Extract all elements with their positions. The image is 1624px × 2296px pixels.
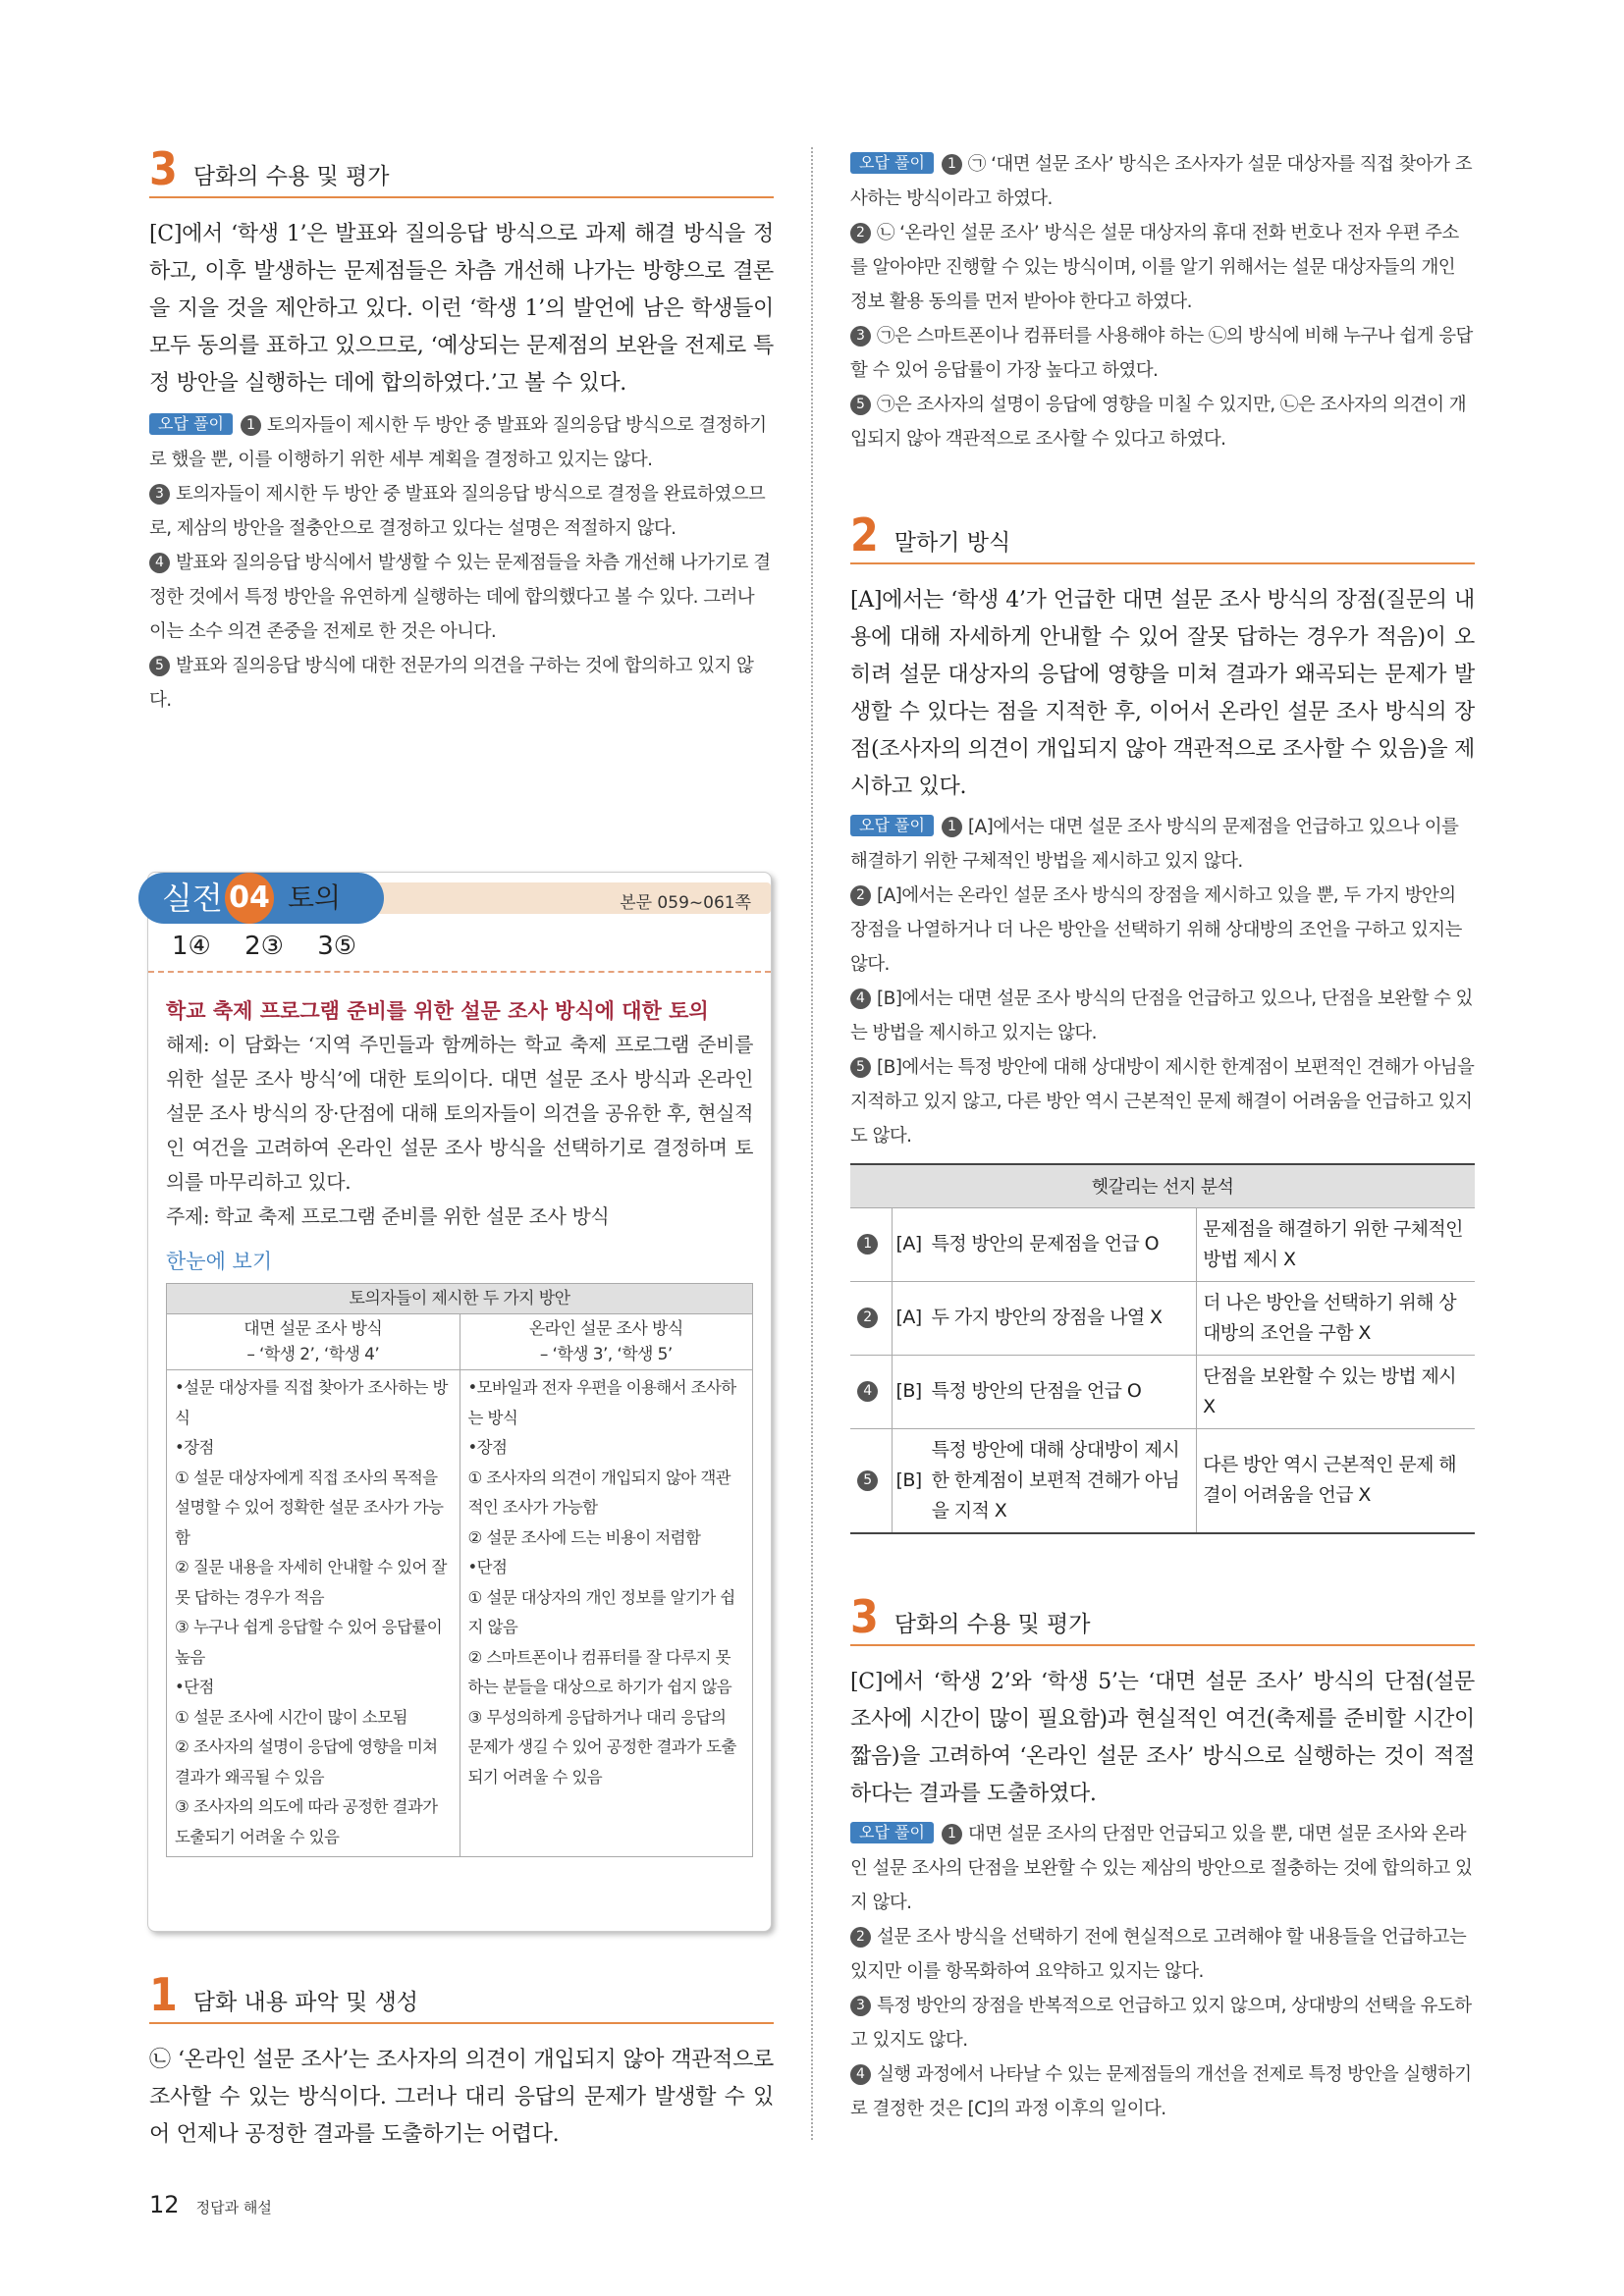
section-number: 2	[850, 508, 879, 561]
practice-label: 실전	[162, 880, 223, 917]
row-judgement: 단점을 보완할 수 있는 방법 제시 X	[1197, 1355, 1475, 1428]
note-item	[149, 546, 774, 649]
note-item	[850, 879, 1475, 982]
row-judgement: 다른 방안 역시 근본적인 문제 해결이 어려움을 언급 X	[1197, 1428, 1475, 1533]
note-item	[850, 388, 1475, 456]
choice-number-icon: 4	[149, 553, 170, 573]
note-text: 특정 방안의 장점을 반복적으로 언급하고 있지 않으며, 상대방의 선택을 유도하고 있지도 않다.	[850, 1995, 1472, 2051]
cell-line: •단점	[175, 1678, 214, 1696]
note-item	[149, 408, 774, 477]
cell-line: ② 질문 내용을 자세히 안내할 수 있어 잘못 답하는 경우가 적음	[175, 1558, 447, 1607]
practice-header	[148, 873, 771, 973]
note-text: 실행 과정에서 나타날 수 있는 문제점들의 개선을 전제로 특정 방안을 실행하기로 결정한 것은 [C]의 과정 이후의 일이다.	[850, 2063, 1472, 2119]
discussion-description: 해제: 이 담화는 ‘지역 주민들과 함께하는 학교 축제 프로그램 준비를 위한 설문 조사 방식’에 대한 토의이다. 대면 설문 조사 방식과 온라인 설문 조사 방식의 장·단점에 대해 토의자들이 의견을 공유한 후, 현실적인 여건을 고려하여 온라인 설문 조사 방식을 선택하기로 결정하며 토의를 마무리하고 있다.	[166, 1033, 753, 1194]
note-item	[850, 1920, 1475, 1989]
section-number: 3	[149, 142, 178, 195]
section-body: ㉡ ‘온라인 설문 조사’는 조사자의 의견이 개입되지 않아 객관적으로 조사할 수 있는 방식이다. 그러나 대리 응답의 문제가 발생할 수 있어 언제나 공정한 결과를 도출하기는 어렵다.	[149, 2048, 774, 2147]
column-divider	[811, 147, 813, 2140]
section-body: [C]에서 ‘학생 2’와 ‘학생 5’는 ‘대면 설문 조사’ 방식의 단점(설문 조사에 시간이 많이 필요함)과 현실적인 여건(축제를 준비할 시간이 짧음)을 고려하여 ‘온라인 설문 조사’ 방식으로 실행하는 것이 적절하다는 결과를 도출하였다.	[850, 1669, 1475, 1806]
choice-analysis-table	[850, 1163, 1475, 1534]
footer-label: 정답과 해설	[195, 2199, 272, 2216]
section-header	[149, 142, 774, 198]
table-row	[850, 1207, 1475, 1281]
note-text: ㉠은 조사자의 설명이 응답에 영향을 미칠 수 있지만, ㉡은 조사자의 의견이 개입되지 않아 객관적으로 조사할 수 있다고 하였다.	[850, 395, 1467, 450]
section-2-speaking	[850, 508, 1475, 1534]
row-claim: 특정 방안의 문제점을 언급 O	[926, 1207, 1197, 1281]
row-section: [B]	[892, 1428, 926, 1533]
note-item	[850, 216, 1475, 319]
note-text: ㉡ ‘온라인 설문 조사’ 방식은 설문 대상자의 휴대 전화 번호나 전자 우편 주소를 알아야만 진행할 수 있는 방식이며, 이를 알기 위해서는 설문 대상자들의 개인 정보 활용 동의를 먼저 받아야 한다고 하였다.	[850, 223, 1459, 312]
cell-line: ① 설문 대상자의 개인 정보를 알기가 쉽지 않음	[467, 1587, 735, 1636]
note-item	[850, 1817, 1475, 1920]
left-column	[149, 142, 774, 718]
header-line: 온라인 설문 조사 방식	[528, 1319, 683, 1339]
wrong-answer-notes	[149, 408, 774, 718]
row-section: [B]	[892, 1355, 926, 1428]
choice-number-icon: 2	[850, 223, 871, 243]
practice-box	[147, 872, 772, 1932]
note-item	[850, 1050, 1475, 1153]
note-text: 설문 조사 방식을 선택하기 전에 현실적으로 고려해야 할 내용들을 언급하고는 있지만 이를 항목화하여 요약하고 있지는 않다.	[850, 1926, 1467, 1982]
table-row	[850, 1355, 1475, 1428]
note-item	[850, 982, 1475, 1050]
choice-number-icon: 5	[850, 1057, 871, 1078]
header-line: – ‘학생 2’, ‘학생 4’	[246, 1345, 380, 1364]
note-text: 발표와 질의응답 방식에서 발생할 수 있는 문제점들을 차츰 개선해 나가기로 결정한 것에서 특정 방안을 유연하게 실행하는 데에 합의했다고 볼 수 있다. 그러나 이는 소수 의견 존중을 전제로 한 것은 아니다.	[149, 553, 771, 642]
cell-line: ③ 조사자의 의도에 따라 공정한 결과가 도출되기 어려울 수 있음	[175, 1797, 438, 1846]
note-text: 대면 설문 조사의 단점만 언급되고 있을 뿐, 대면 설문 조사와 온라인 설문 조사의 단점을 보완할 수 있는 제삼의 방안으로 절충하는 것에 합의하고 있지 않다.	[850, 1823, 1473, 1913]
section-title: 담화의 수용 및 평가	[192, 164, 390, 189]
cell-line: ② 조사자의 설명이 응답에 영향을 미쳐 결과가 왜곡될 수 있음	[175, 1737, 438, 1787]
section-header	[850, 1589, 1475, 1646]
choice-number-icon: 3	[850, 1996, 871, 2016]
answer-key: 1④ 2③ 3⑤	[172, 932, 357, 961]
choice-number-icon: 1	[942, 1824, 962, 1844]
note-item	[850, 319, 1475, 388]
cell-line: ① 설문 조사에 시간이 많이 소모됨	[175, 1707, 407, 1727]
page-reference: 본문 059~061쪽	[620, 893, 751, 913]
wrong-answer-notes	[850, 147, 1475, 456]
choice-number-icon: 1	[857, 1234, 878, 1255]
choice-number-icon: 1	[942, 817, 962, 837]
row-claim: 특정 방안에 대해 상대방이 제시한 한계점이 보편적 견해가 아님을 지적 X	[926, 1428, 1197, 1533]
row-number	[850, 1355, 892, 1428]
note-text: 토의자들이 제시한 두 방안 중 발표와 질의응답 방식으로 결정을 완료하였으므로, 제삼의 방안을 절충안으로 결정하고 있다는 설명은 적절하지 않다.	[149, 484, 766, 539]
choice-number-icon: 2	[850, 1927, 871, 1948]
section-body: [C]에서 ‘학생 1’은 발표와 질의응답 방식으로 과제 해결 방식을 정하고, 이후 발생하는 문제점들은 차츰 개선해 나가는 방향으로 결론을 지을 것을 제안하고 있다. 이런 ‘학생 1’의 발언에 남은 학생들이 모두 동의를 표하고 있으므로, ‘예상되는 문제점의 보완을 전제로 특정 방안을 실행하는 데에 합의하였다.’고 볼 수 있다.	[149, 222, 774, 396]
row-judgement: 더 나은 방안을 선택하기 위해 상대방의 조언을 구함 X	[1197, 1281, 1475, 1355]
note-item	[149, 477, 774, 546]
choice-number-icon: 2	[850, 885, 871, 906]
section-3-acceptance-right	[850, 1589, 1475, 2126]
discussion-theme: 주제: 학교 축제 프로그램 준비를 위한 설문 조사 방식	[166, 1204, 610, 1228]
page-footer	[149, 2191, 272, 2218]
cell-line: •장점	[175, 1438, 214, 1457]
note-item	[850, 2057, 1475, 2126]
discussion-title: 학교 축제 프로그램 준비를 위한 설문 조사 방식에 대한 토의	[166, 999, 709, 1023]
note-text: [A]에서는 대면 설문 조사 방식의 문제점을 언급하고 있으나 이를 해결하기 위한 구체적인 방법을 제시하고 있지 않다.	[850, 817, 1459, 872]
column-header-offline	[167, 1314, 460, 1370]
section-title: 담화 내용 파악 및 생성	[192, 1990, 419, 2015]
table-title: 토의자들이 제시한 두 가지 방안	[167, 1284, 753, 1314]
practice-number: 04	[225, 873, 274, 924]
online-column-cell	[460, 1370, 753, 1857]
note-text: [A]에서는 온라인 설문 조사 방식의 장점을 제시하고 있을 뿐, 두 가지 방안의 장점을 나열하거나 더 나은 방안을 선택하기 위해 상대방의 조언을 구하고 있지는 않다.	[850, 885, 1462, 975]
choice-number-icon: 4	[850, 2064, 871, 2085]
at-a-glance-label: 한눈에 보기	[166, 1250, 273, 1273]
choice-number-icon: 5	[857, 1470, 878, 1491]
note-text: 토의자들이 제시한 두 방안 중 발표와 질의응답 방식으로 결정하기로 했을 뿐, 이를 이행하기 위한 세부 계획을 결정하고 있지는 않다.	[149, 415, 767, 470]
table-row	[850, 1428, 1475, 1533]
column-header-online	[460, 1314, 753, 1370]
page-number: 12	[149, 2191, 180, 2218]
choice-number-icon: 5	[149, 656, 170, 676]
wrong-answer-notes	[850, 1817, 1475, 2126]
row-claim: 특정 방안의 단점을 언급 O	[926, 1355, 1197, 1428]
section-title: 담화의 수용 및 평가	[893, 1611, 1091, 1637]
section-number: 1	[149, 1968, 178, 2021]
note-text: ㉠ ‘대면 설문 조사’ 방식은 조사자가 설문 대상자를 직접 찾아가 조사하는 방식이라고 하였다.	[850, 154, 1472, 209]
cell-line: ② 스마트폰이나 컴퓨터를 잘 다루지 못하는 분들을 대상으로 하기가 쉽지 않음	[467, 1647, 732, 1696]
row-section: [A]	[892, 1207, 926, 1281]
section-header	[149, 1968, 774, 2024]
section-3-acceptance	[149, 142, 774, 718]
practice-pill	[138, 873, 384, 924]
note-item	[149, 649, 774, 718]
practice-topic: 토의	[288, 881, 342, 914]
wrong-answer-badge: 오답 풀이	[850, 1822, 934, 1843]
row-number	[850, 1207, 892, 1281]
choice-number-icon: 4	[857, 1381, 878, 1402]
table-title: 헷갈리는 선지 분석	[850, 1164, 1475, 1207]
wrong-answer-badge: 오답 풀이	[850, 815, 934, 836]
choice-number-icon: 4	[850, 988, 871, 1009]
note-text: [B]에서는 대면 설문 조사 방식의 단점을 언급하고 있으나, 단점을 보완할 수 있는 방법을 제시하고 있지는 않다.	[850, 988, 1473, 1043]
cell-line: •모바일과 전자 우편을 이용해서 조사하는 방식	[467, 1378, 736, 1427]
choice-number-icon: 3	[850, 326, 871, 347]
cell-line: ③ 누구나 쉽게 응답할 수 있어 응답률이 높음	[175, 1618, 443, 1667]
cell-line: ① 조사자의 의견이 개입되지 않아 객관적인 조사가 가능함	[467, 1468, 731, 1517]
choice-number-icon: 1	[942, 154, 962, 175]
two-plans-table	[166, 1283, 753, 1857]
choice-number-icon: 1	[241, 415, 261, 436]
choice-number-icon: 2	[857, 1308, 878, 1328]
note-item	[850, 810, 1475, 879]
row-number	[850, 1428, 892, 1533]
wrong-answer-badge: 오답 풀이	[149, 413, 233, 435]
section-1-comprehension	[149, 1968, 774, 2154]
offline-column-cell	[167, 1370, 460, 1857]
row-judgement: 문제점을 해결하기 위한 구체적인 방법 제시 X	[1197, 1207, 1475, 1281]
section-body: [A]에서는 ‘학생 4’가 언급한 대면 설문 조사 방식의 장점(질문의 내용에 대해 자세하게 안내할 수 있어 잘못 답하는 경우가 적음)이 오히려 설문 대상자의 응답에 영향을 미쳐 결과가 왜곡되는 문제가 발생할 수 있다는 점을 지적한 후, 이어서 온라인 설문 조사 방식의 장점(조사자의 의견이 개입되지 않아 객관적으로 조사할 수 있음)을 제시하고 있다.	[850, 588, 1475, 799]
choice-number-icon: 5	[850, 395, 871, 415]
header-line: 대면 설문 조사 방식	[244, 1319, 383, 1339]
cell-line: ③ 무성의하게 응답하거나 대리 응답의 문제가 생길 수 있어 공정한 결과가 도출되기 어려울 수 있음	[467, 1707, 736, 1787]
cell-line: •장점	[467, 1438, 508, 1457]
section-number: 3	[850, 1589, 879, 1643]
cell-line: •설문 대상자를 직접 찾아가 조사하는 방식	[175, 1378, 448, 1427]
right-column	[850, 147, 1475, 2126]
header-line: – ‘학생 3’, ‘학생 5’	[539, 1345, 673, 1364]
row-section: [A]	[892, 1281, 926, 1355]
section-title: 말하기 방식	[893, 530, 1011, 556]
section-header	[850, 508, 1475, 564]
note-text: 발표와 질의응답 방식에 대한 전문가의 의견을 구하는 것에 합의하고 있지 않다.	[149, 656, 754, 711]
choice-number-icon: 3	[149, 484, 170, 505]
cell-line: ② 설문 조사에 드는 비용이 저렴함	[467, 1527, 701, 1547]
note-item	[850, 1989, 1475, 2057]
note-item	[850, 147, 1475, 216]
row-claim: 두 가지 방안의 장점을 나열 X	[926, 1281, 1197, 1355]
wrong-answer-notes	[850, 810, 1475, 1153]
table-row	[850, 1281, 1475, 1355]
cell-line: •단점	[467, 1558, 508, 1576]
note-text: ㉠은 스마트폰이나 컴퓨터를 사용해야 하는 ㉡의 방식에 비해 누구나 쉽게 응답할 수 있어 응답률이 가장 높다고 하였다.	[850, 326, 1473, 381]
cell-line: ① 설문 대상자에게 직접 조사의 목적을 설명할 수 있어 정확한 설문 조사가 가능함	[175, 1468, 444, 1547]
row-number	[850, 1281, 892, 1355]
note-text: [B]에서는 특정 방안에 대해 상대방이 제시한 한계점이 보편적인 견해가 아님을 지적하고 있지 않고, 다른 방안 역시 근본적인 문제 해결이 어려움을 언급하고 있지도 않다.	[850, 1057, 1475, 1147]
wrong-answer-badge: 오답 풀이	[850, 152, 934, 174]
